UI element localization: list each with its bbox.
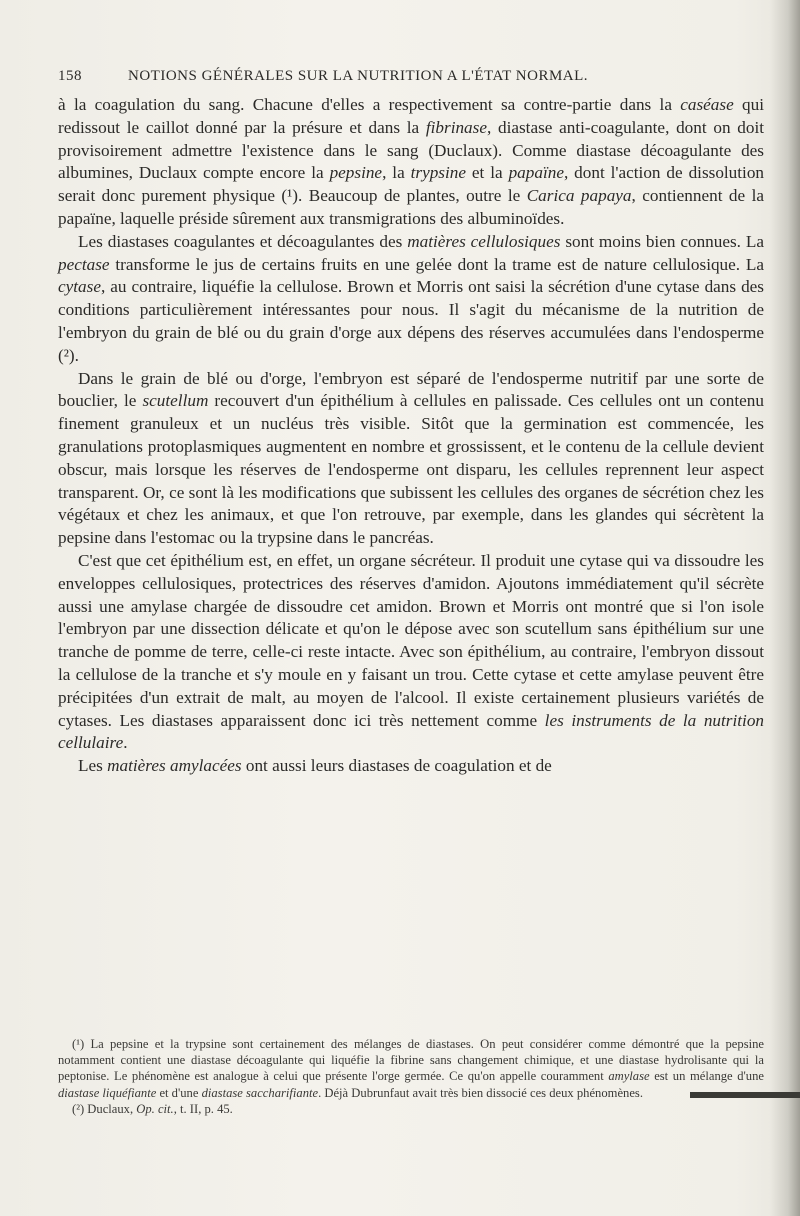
- text-run: (²) Duclaux,: [72, 1101, 137, 1116]
- text-run: (¹) La pepsine et la trypsine sont certainement des mélanges de diastases. On peut considérer comme démontré que la pepsine notamment contient une diastase décoagulante qui liquéfie la fibrine sans changement chimique, et une diastase hydrolisante qui la peptonise. Le phénomène est analogue à celui que présente l'orge germée. Ce qu'on appelle couramment: [58, 1037, 764, 1084]
- text-run: recouvert d'un épithélium à cellules en palissade. Ces cellules ont un contenu finement granuleux et un nucléus très visible. Sitôt que la germination est commencée, les granulations protoplasmiques augmentent en nombre et grossissent, et le contenu de la cellule devient obscur, mais lorsque les réserves de l'endosperme ont disparu, les cellules reprennent leur aspect transparent. Or, ce sont là les modifications que subissent les cellules des organes de sécrétion chez les végétaux et chez les animaux, et que l'on retrouve, par exemple, dans les glandes qui sécrètent la pepsine dans l'estomac ou la trypsine dans le pancréas.: [58, 391, 764, 548]
- text-run: et la: [466, 163, 509, 183]
- page-edge-shadow: [770, 0, 800, 1216]
- italic-term: les instruments de la nutrition cellulaire: [58, 710, 765, 753]
- text-run: ont aussi leurs diastases de coagulation et de: [241, 756, 552, 776]
- text-run: transforme le jus de certains fruits en une gelée dont la trame est de nature cellulosique. La: [109, 254, 764, 274]
- paragraph-2: [58, 231, 764, 368]
- text-run: , diastase anti-coagulante, dont on doit provisoirement admettre l'existence dans le sang (Duclaux). Comme diastase décoagulante des albumines, Duclaux compte encore la: [58, 117, 764, 183]
- italic-term: Carica papaya: [526, 186, 632, 206]
- paragraph-4: [58, 550, 764, 755]
- text-run: , au contraire, liquéfie la cellulose. Brown et Morris ont saisi la sécrétion d'une cytase dans des conditions particulièrement intéressantes pour nous. Il s'agit du mécanisme de la nutrition de l'embryon du grain de blé ou du grain d'orge aux dépens des réserves accumulées dans l'endosperme (²).: [58, 277, 764, 365]
- footnote-2: [58, 1101, 764, 1117]
- text-run: , contiennent de la papaïne, laquelle préside sûrement aux transmigrations des albuminoïdes.: [58, 186, 765, 228]
- italic-term: pectase: [58, 254, 110, 274]
- text-run: et d'une: [156, 1085, 202, 1100]
- italic-term: Op. cit.: [136, 1101, 174, 1116]
- paragraph-3: [58, 368, 764, 550]
- text-run: Les diastases coagulantes et décoagulantes des: [78, 231, 408, 251]
- running-title: NOTIONS GÉNÉRALES SUR LA NUTRITION A L'ÉTAT NORMAL.: [128, 68, 589, 84]
- italic-term: scutellum: [142, 391, 209, 411]
- italic-term: matières amylacées: [107, 756, 242, 776]
- italic-term: matières cellulosiques: [407, 231, 561, 251]
- text-run: sont moins bien connues. La: [560, 231, 765, 251]
- text-run: , la: [382, 163, 411, 183]
- body-text: [58, 94, 764, 778]
- paragraph-1: [58, 94, 764, 231]
- text-run: , t. II, p. 45.: [173, 1101, 233, 1116]
- footnotes: [58, 1036, 764, 1117]
- text-run: est un mélange d'une: [649, 1069, 764, 1084]
- text-run: qui redissout le caillot donné par la présure et dans la: [58, 95, 764, 137]
- text-run: à la coagulation du sang. Chacune d'elles a respectivement sa contre-partie dans la: [58, 95, 681, 114]
- italic-term: amylase: [608, 1069, 650, 1084]
- italic-term: pepsine: [329, 163, 383, 183]
- italic-term: caséase: [680, 95, 734, 114]
- footnote-1: [58, 1036, 764, 1101]
- italic-term: trypsine: [410, 163, 466, 183]
- text-run: Les: [78, 756, 108, 776]
- italic-term: diastase liquéfiante: [58, 1085, 157, 1100]
- text-run: Dans le grain de blé ou d'orge, l'embryon est séparé de l'endosperme nutritif par une sorte de bouclier, le: [58, 368, 764, 411]
- running-header: [58, 68, 758, 92]
- italic-term: papaïne: [508, 163, 564, 183]
- paragraph-5: [58, 755, 764, 778]
- italic-term: fibrinase: [425, 117, 487, 137]
- text-run: , dont l'action de dissolution serait donc purement physique (¹). Beaucoup de plantes, outre le: [58, 163, 765, 206]
- text-run: . Déjà Dubrunfaut avait très bien dissocié ces deux phénomènes.: [318, 1085, 643, 1100]
- page-number: 158: [58, 68, 82, 84]
- italic-term: cytase: [58, 277, 101, 297]
- italic-term: diastase saccharifiante: [201, 1085, 319, 1100]
- text-run: .: [123, 733, 128, 753]
- text-run: C'est que cet épithélium est, en effet, un organe sécréteur. Il produit une cytase qui va dissoudre les enveloppes cellulosiques, protectrices des réserves d'amidon. Ajoutons immédiatement qu'il sécrète aussi une amylase chargée de dissoudre cet amidon. Brown et Morris ont montré que si l'on isole l'embryon par une dissection délicate et qu'on le dépose avec son scutellum sans épithélium sur une tranche de pomme de terre, celle-ci reste intacte. Avec son épithélium, au contraire, l'embryon dissout la cellulose de la tranche et s'y moule en y faisant un trou. Cette cytase et cette amylase peuvent être précipitées d'un extrait de malt, au moyen de l'alcool. Il existe certainement plusieurs variétés de cytases. Les diastases apparaissent donc ici très nettement comme: [58, 550, 764, 730]
